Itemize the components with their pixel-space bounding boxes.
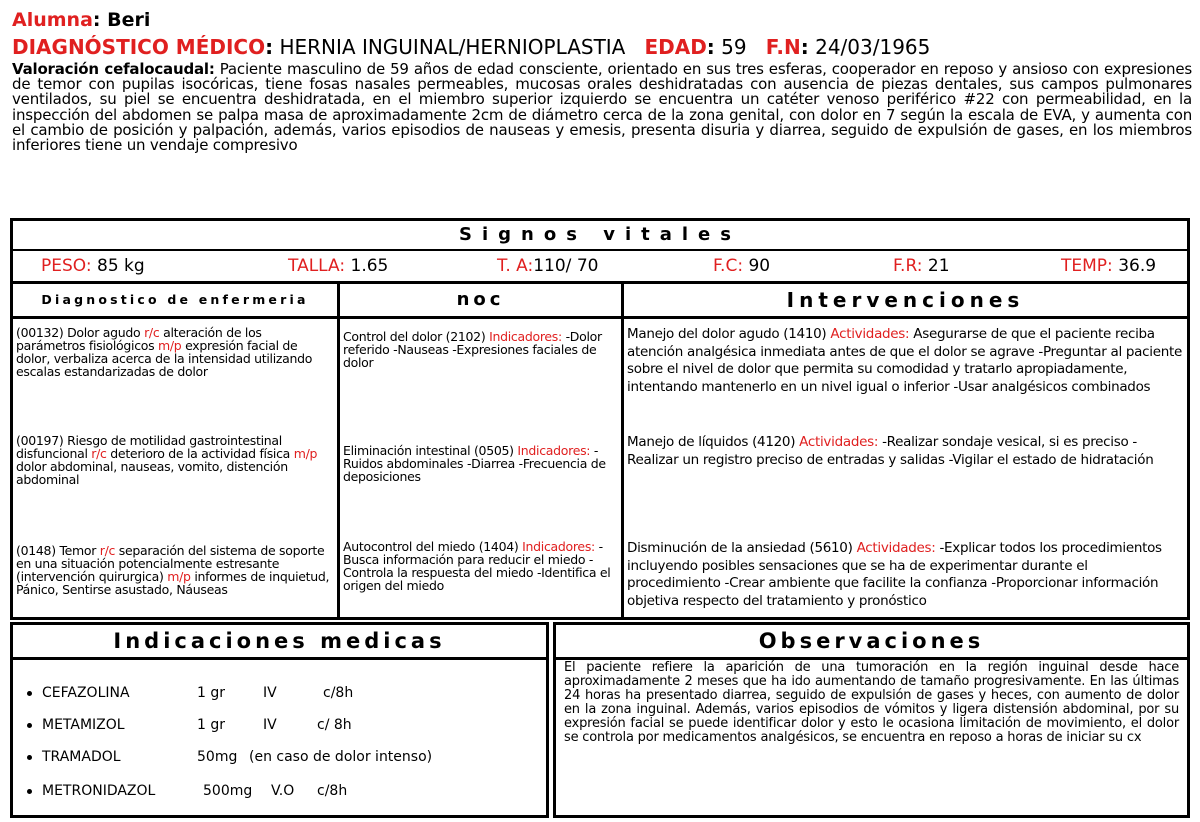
frecuencia-cardiaca: F.C: 90 bbox=[713, 256, 771, 276]
talla: TALLA: 1.65 bbox=[288, 256, 389, 276]
signos-vitales-row bbox=[13, 251, 1187, 284]
indicaciones-title: Indicaciones medicas bbox=[13, 625, 546, 660]
care-plan-table bbox=[10, 218, 1190, 620]
signos-vitales-title: Signos vitales bbox=[13, 221, 1187, 251]
bullet-icon bbox=[27, 691, 32, 696]
tension-arterial: T. A:110/ 70 bbox=[497, 256, 599, 276]
alumna-name: Beri bbox=[107, 9, 151, 31]
header bbox=[12, 8, 1192, 153]
int-cell-1: Manejo del dolor agudo (1410) Actividades: Asegurarse de que el paciente reciba atención analgésica inmediata antes de que el dolor se agrave -Preguntar al paciente sobre el nivel de dolor que permita su comodidad y tratarlo apropiadamente, intentando mantenerlo en un nivel igual o inferior -Usar analgésicos combinados bbox=[627, 326, 1182, 395]
column-intervenciones bbox=[624, 284, 1187, 617]
med-item-2: METAMIZOL 1 gr IV c/ 8h bbox=[27, 717, 447, 733]
observaciones-box bbox=[553, 622, 1190, 818]
bullet-icon bbox=[27, 755, 32, 760]
med-item-3: TRAMADOL 50mg (en caso de dolor intenso) bbox=[27, 749, 487, 765]
column-header-noc: noc bbox=[340, 284, 621, 319]
column-noc bbox=[340, 284, 624, 617]
alumna-label: Alumna bbox=[12, 9, 93, 31]
temperatura: TEMP: 36.9 bbox=[1061, 256, 1157, 276]
alumna-line: Alumna: Beri bbox=[12, 9, 151, 31]
observaciones-text: El paciente refiere la aparición de una tumoración en la región inguinal desde hace aproximadamente 2 meses que ha ido aumentando de tamaño progresivamente. En las últimas 24 horas ha presentado diarrea, seguido de expulsión de gases y heces, con aumento de dolor en la zona inguinal. Además, varios episodios de vómitos y ligera distensión abdominal, por su expresión facial se puede identificar dolor y esto le ocasiona limitación de movimiento, el dolor se controla por medicamentos analgésicos, se encuentra en reposo a horas de iniciar su cx bbox=[564, 660, 1179, 745]
valoracion-paragraph: Valoración cefalocaudal: Paciente masculino de 59 años de edad consciente, orientado en sus tres esferas, cooperador en reposo y ansioso con expresiones de temor con pupilas isocóricas, tiene fosas nasales permeables, mucosas orales deshidratadas con ausencia de piezas dentales, sus campos pulmonares ventilados, su piel se encuentra deshidratada, en el miembro superior izquierdo se encuentra un catéter venoso periférico #22 con permeabilidad, en la inspección del abdomen se palpa masa de aproximadamente 2cm de diámetro cerca de la zona genital, con dolor en 7 según la escala de EVA, y aumenta con el cambio de posición y palpación, además, varios episodios de nauseas y emesis, presenta disuria y diarrea, seguido de expulsión de gases, en los miembros inferiores tiene un vendaje compresivo bbox=[12, 60, 1192, 155]
fn-label: F.N bbox=[765, 35, 801, 59]
column-diagnostico bbox=[13, 284, 340, 617]
fn-value: 24/03/1965 bbox=[815, 35, 931, 59]
valoracion-text: Paciente masculino de 59 años de edad consciente, orientado en sus tres esferas, cooperador en reposo y ansioso con expresiones de temor con pupilas isocóricas, tiene fosas nasales permeables, mucosas orales deshidratadas con ausencia de piezas dentales, sus campos pulmonares ventilados, su piel se encuentra deshidratada, en el miembro superior izquierdo se encuentra un catéter venoso periférico #22 con permeabilidad, en la inspección del abdomen se palpa masa de aproximadamente 2cm de diámetro cerca de la zona genital, con dolor en 7 según la escala de EVA, y aumenta con el cambio de posición y palpación, además, varios episodios de nauseas y emesis, presenta disuria y diarrea, seguido de expulsión de gases, en los miembros inferiores tiene un vendaje compresivo bbox=[12, 60, 1192, 155]
bullet-icon bbox=[27, 723, 32, 728]
diagnostico-value: HERNIA INGUINAL/HERNIOPLASTIA bbox=[279, 35, 626, 59]
noc-cell-1: Control del dolor (2102) Indicadores: -Dolor referido -Nauseas -Expresiones faciales de dolor bbox=[343, 329, 602, 370]
bottom-section bbox=[10, 622, 1190, 818]
indicaciones-medicas-box bbox=[10, 622, 549, 818]
noc-cell-3: Autocontrol del miedo (1404) Indicadores: -Busca información para reducir el miedo -Controla la respuesta del miedo -Identifica el origen del miedo bbox=[343, 539, 611, 593]
diagnostico-label: DIAGNÓSTICO MÉDICO bbox=[12, 35, 266, 59]
edad-label: EDAD bbox=[644, 35, 707, 59]
valoracion-label: Valoración cefalocaudal bbox=[12, 60, 209, 78]
dx-cell-1: (00132) Dolor agudo r/c alteración de los parámetros fisiológicos m/p expresión facial de dolor, verbaliza acerca de la intensidad utilizando escalas estandarizadas de dolor bbox=[16, 325, 313, 379]
int-cell-2: Manejo de líquidos (4120) Actividades: -Realizar sondaje vesical, si es preciso -Realizar un registro preciso de entradas y salidas -Vigilar el estado de hidratación bbox=[627, 434, 1154, 468]
dx-cell-3: (0148) Temor r/c separación del sistema de soporte en una situación potencialmente estresante (intervención quirurgica) m/p informes de inquietud, Pánico, Sentirse asustado, Náuseas bbox=[16, 543, 330, 597]
diagnostico-line: DIAGNÓSTICO MÉDICO: HERNIA INGUINAL/HERNIOPLASTIA EDAD: 59 F.N: 24/03/1965 bbox=[12, 35, 931, 59]
int-cell-3: Disminución de la ansiedad (5610) Actividades: -Explicar todos los procedimientos incluyendo posibles sensaciones que se ha de experimentar durante el procedimiento -Crear ambiente que facilite la confianza -Proporcionar información objetiva respecto del tratamiento y pronóstico bbox=[627, 540, 1162, 609]
frecuencia-respiratoria: F.R: 21 bbox=[893, 256, 950, 276]
column-header-diagnostico: Diagnostico de enfermeria bbox=[13, 284, 337, 319]
noc-cell-2: Eliminación intestinal (0505) Indicadores: -Ruidos abdominales -Diarrea -Frecuencia de deposiciones bbox=[343, 443, 606, 484]
dx-cell-2: (00197) Riesgo de motilidad gastrointestinal disfuncional r/c deterioro de la actividad física m/p dolor abdominal, nauseas, vomito, distención abdominal bbox=[16, 433, 318, 487]
peso: PESO: 85 kg bbox=[41, 256, 145, 276]
observaciones-title: Observaciones bbox=[556, 625, 1187, 660]
bullet-icon bbox=[27, 789, 32, 794]
med-item-4: METRONIDAZOL 500mg V.O c/8h bbox=[27, 783, 447, 799]
column-header-intervenciones: Intervenciones bbox=[624, 284, 1187, 319]
med-item-1: CEFAZOLINA 1 gr IV c/8h bbox=[27, 685, 447, 701]
edad-value: 59 bbox=[721, 35, 747, 59]
